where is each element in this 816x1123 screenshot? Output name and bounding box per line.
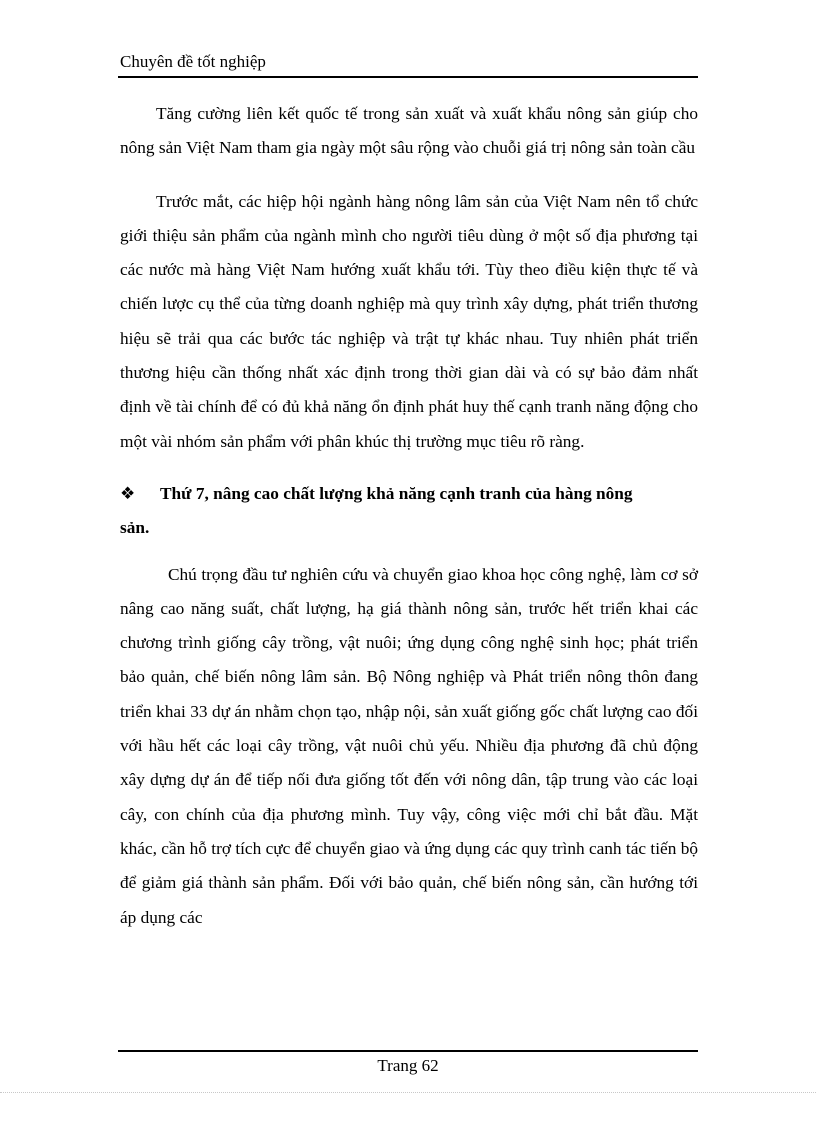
section-heading bbox=[120, 477, 698, 546]
paragraph-international-linkage: Tăng cường liên kết quốc tế trong sản xuất và xuất khẩu nông sản giúp cho nông sản Việt Nam tham gia ngày một sâu rộng vào chuỗi giá trị nông sản toàn cầu bbox=[120, 104, 698, 158]
document-body bbox=[120, 97, 698, 935]
page-header-title: Chuyên đề tốt nghiệp bbox=[120, 52, 266, 71]
page-number: Trang 62 bbox=[377, 1056, 439, 1075]
paragraph-brand-development: Trước mắt, các hiệp hội ngành hàng nông lâm sản của Việt Nam nên tổ chức giới thiệu sản phẩm của ngành mình cho người tiêu dùng ở một số địa phương tại các nước mà hàng Việt Nam hướng xuất khẩu tới. Tùy theo điều kiện thực tế và chiến lược cụ thể của từng doanh nghiệp mà quy trình xây dựng, phát triển thương hiệu sẽ trải qua các bước tác nghiệp và trật tự khác nhau. Tuy nhiên phát triển thương hiệu cần thống nhất xác định trong thời gian dài và có sự bảo đảm nhất định về tài chính để có đủ khả năng ổn định phát huy thế cạnh tranh năng động cho một vài nhóm sản phẩm với phân khúc thị trường mục tiêu rõ ràng. bbox=[120, 191, 698, 451]
page-bottom-border bbox=[0, 1092, 816, 1093]
diamond-bullet-icon: ❖ bbox=[120, 483, 136, 503]
section-heading-line1: Thứ 7, nâng cao chất lượng khả năng cạnh tranh của hàng nông bbox=[160, 483, 633, 503]
section-heading-line2: sản. bbox=[120, 518, 150, 538]
header-divider bbox=[118, 76, 698, 78]
footer-divider bbox=[118, 1050, 698, 1052]
paragraph-research-investment: Chú trọng đầu tư nghiên cứu và chuyển giao khoa học công nghệ, làm cơ sở nâng cao năng suất, chất lượng, hạ giá thành nông sản, trước hết triển khai các chương trình giống cây trồng, vật nuôi; ứng dụng công nghệ sinh học; phát triển bảo quản, chế biến nông lâm sản. Bộ Nông nghiệp và Phát triển nông thôn đang triển khai 33 dự án nhằm chọn tạo, nhập nội, sản xuất giống gốc chất lượng cao đối với hầu hết các loại cây trồng, vật nuôi chủ yếu. Nhiều địa phương đã chủ động xây dựng dự án để tiếp nối đưa giống tốt đến với nông dân, tập trung vào các loại cây, con chính của địa phương mình. Tuy vậy, công việc mới chỉ bắt đầu. Mặt khác, cần hỗ trợ tích cực để chuyển giao và ứng dụng các quy trình canh tác tiến bộ để giảm giá thành sản phẩm. Đối với bảo quản, chế biến nông sản, cần hướng tới áp dụng các bbox=[120, 564, 698, 927]
